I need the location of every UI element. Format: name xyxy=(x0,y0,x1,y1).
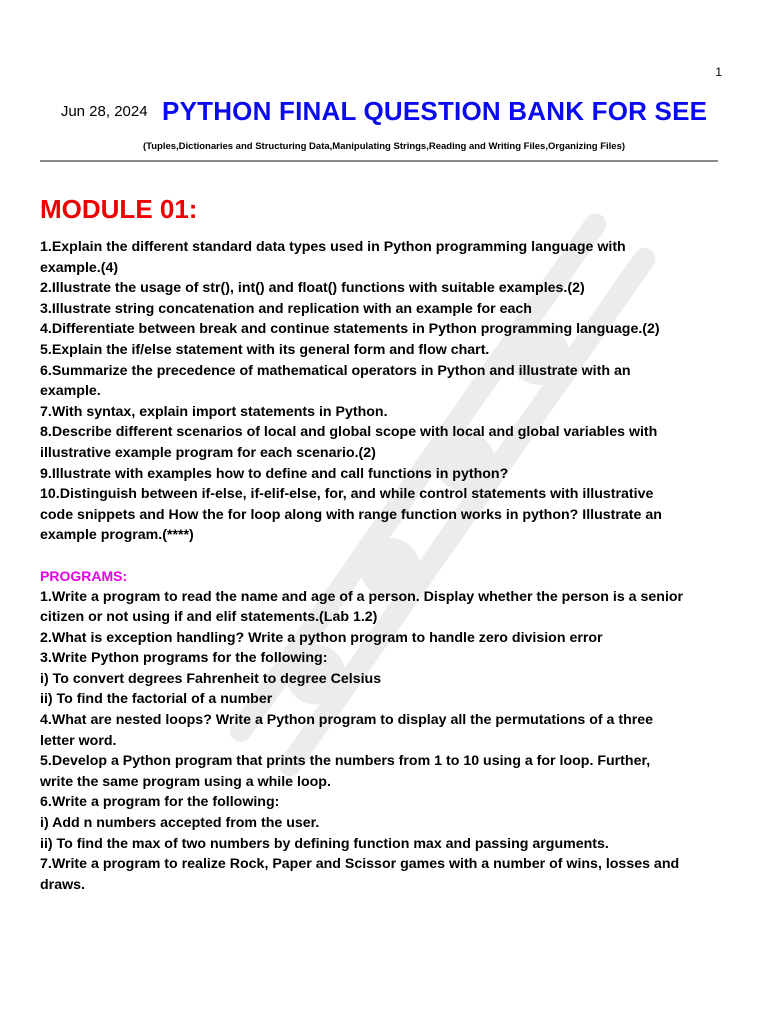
program-line: i) Add n numbers accepted from the user. xyxy=(40,815,320,832)
document-subtitle: (Tuples,Dictionaries and Structuring Data,Manipulating Strings,Reading and Writing Files,Organizing Files) xyxy=(142,141,626,152)
document-title: PYTHON FINAL QUESTION BANK FOR SEE xyxy=(162,96,708,126)
question-line: 5.Explain the if/else statement with its general form and flow chart. xyxy=(40,341,490,358)
programs-list xyxy=(40,587,730,896)
header-divider xyxy=(40,160,718,162)
question-line: example program.(****) xyxy=(40,527,194,544)
program-line: 3.Write Python programs for the following: xyxy=(40,650,328,667)
module-question-list xyxy=(40,237,730,546)
question-line: example. xyxy=(40,383,101,400)
question-line: 6.Summarize the precedence of mathematical operators in Python and illustrate with an xyxy=(40,362,631,379)
program-line: 5.Develop a Python program that prints the numbers from 1 to 10 using a for loop. Further, xyxy=(40,753,651,770)
program-line: 7.Write a program to realize Rock, Paper and Scissor games with a number of wins, losses and xyxy=(40,856,680,873)
question-line: 9.Illustrate with examples how to define and call functions in python? xyxy=(40,465,509,482)
question-line: 1.Explain the different standard data types used in Python programming language with xyxy=(40,239,626,255)
program-line: i) To convert degrees Fahrenheit to degree Celsius xyxy=(40,670,382,687)
program-line: citizen or not using if and elif statements.(Lab 1.2) xyxy=(40,609,378,626)
module-heading: MODULE 01: xyxy=(40,194,198,224)
question-line: 7.With syntax, explain import statements in Python. xyxy=(40,403,388,420)
program-line: ii) To find the max of two numbers by defining function max and passing arguments. xyxy=(40,835,609,852)
document-header xyxy=(0,96,768,127)
program-line: 2.What is exception handling? Write a python program to handle zero division error xyxy=(40,629,603,646)
page-number: 1 xyxy=(715,65,722,79)
question-line: 4.Differentiate between break and continue statements in Python programming language.(2) xyxy=(40,321,660,338)
question-line: code snippets and How the for loop along with range function works in python? Illustrate an xyxy=(40,506,662,523)
question-line: 10.Distinguish between if-else, if-elif-else, for, and while control statements with illustrative xyxy=(40,486,654,503)
program-line: letter word. xyxy=(40,732,117,749)
question-line: illustrative example program for each scenario.(2) xyxy=(40,444,376,461)
program-line: write the same program using a while loop. xyxy=(40,773,331,790)
program-line: draws. xyxy=(40,876,85,893)
document-date: Jun 28, 2024 xyxy=(60,103,148,120)
programs-heading: PROGRAMS: xyxy=(40,567,128,584)
question-line: 3.Illustrate string concatenation and replication with an example for each xyxy=(40,300,532,317)
program-line: 4.What are nested loops? Write a Python program to display all the permutations of a three xyxy=(40,712,654,729)
question-line: example.(4) xyxy=(40,259,119,276)
program-line: 6.Write a program for the following: xyxy=(40,794,280,811)
program-line: ii) To find the factorial of a number xyxy=(40,691,273,708)
program-line: 1.Write a program to read the name and age of a person. Display whether the person is a senior xyxy=(40,588,684,605)
question-line: 8.Describe different scenarios of local and global scope with local and global variables with xyxy=(40,424,658,441)
question-line: 2.Illustrate the usage of str(), int() and float() functions with suitable examples.(2) xyxy=(40,280,585,297)
main-content xyxy=(40,193,730,895)
